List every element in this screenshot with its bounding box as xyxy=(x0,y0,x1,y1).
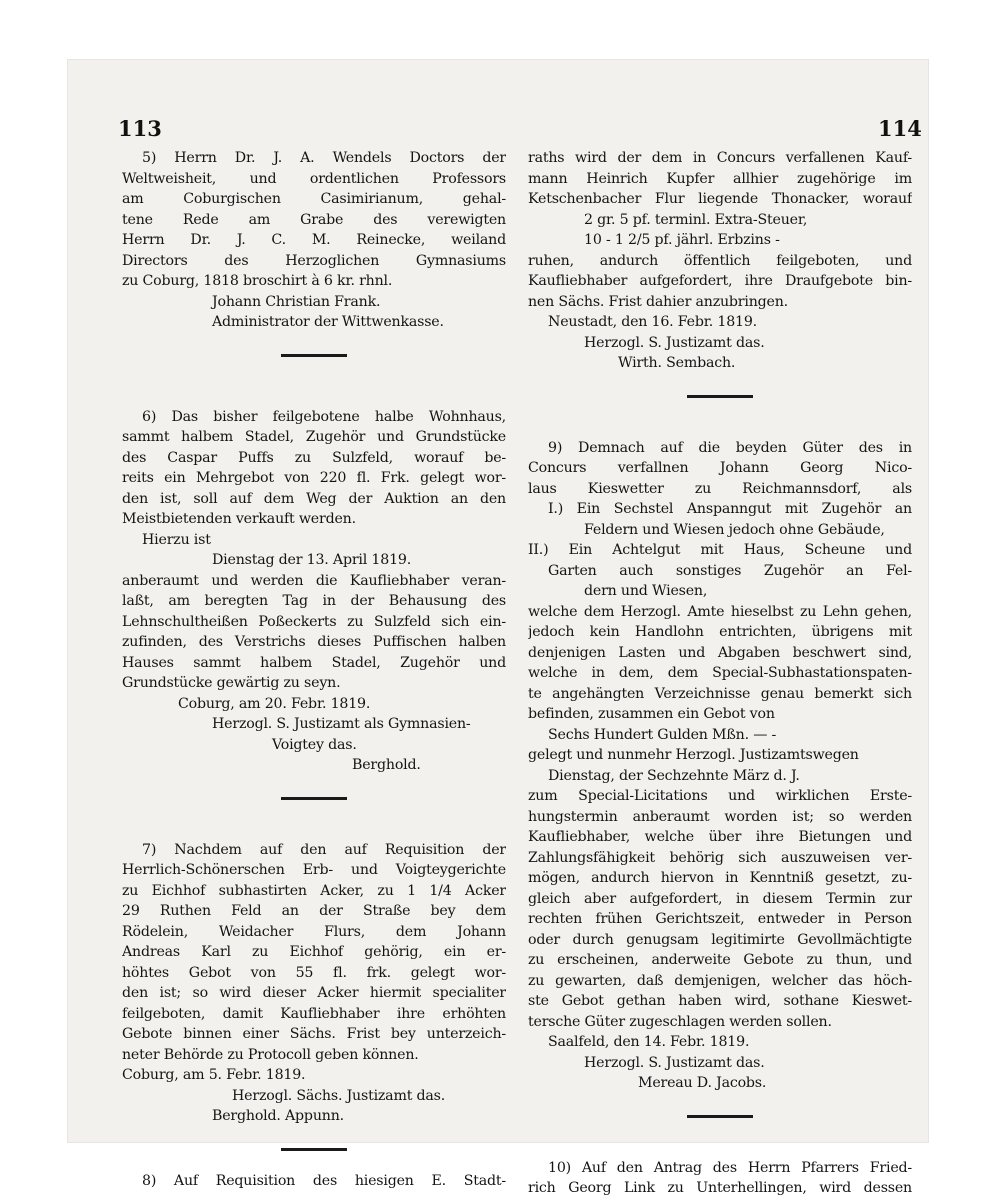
text-line: Herrlich-Schönerschen Erb- und Voigteygerichte xyxy=(122,862,506,878)
signature-line: Herzogl. S. Justizamt als Gymnasien- xyxy=(212,716,471,732)
text-line: zu Coburg, 1818 broschirt à 6 kr. rhnl. xyxy=(122,273,393,289)
text-line: laus Kieswetter zu Reichmannsdorf, als xyxy=(528,480,912,497)
signature-line: Neustadt, den 16. Febr. 1819. xyxy=(548,314,757,330)
text-line: den ist, soll auf dem Weg der Auktion an den xyxy=(122,490,506,507)
signature-line: Mereau D. Jacobs. xyxy=(638,1075,767,1091)
text-line: nen Sächs. Frist dahier anzubringen. xyxy=(528,293,788,310)
text-line: mögen, andurch hiervon in Kenntniß gesetzt, zu- xyxy=(528,870,912,886)
text-line: neter Behörde zu Protocoll geben können. xyxy=(122,1046,419,1063)
signature-line: Herzogl. S. Justizamt das. xyxy=(584,1054,765,1071)
text-line: des Caspar Puffs zu Sulzfeld, worauf be- xyxy=(122,449,506,466)
notice-continued xyxy=(528,148,912,374)
text-line: Hauses sammt halbem Stadel, Zugehör und xyxy=(122,654,506,671)
section-divider xyxy=(528,1094,912,1138)
text-line: 29 Ruthen Feld an der Straße bey dem xyxy=(122,903,506,919)
text-line: 10) Auf den Antrag des Herrn Pfarrers Fried- xyxy=(548,1159,912,1176)
text-line: 9) Demnach auf die beyden Güter des in xyxy=(548,439,912,456)
text-line: reits ein Mehrgebot von 220 fl. Frk. gelegt wor- xyxy=(122,470,506,486)
notice-8 xyxy=(122,1171,506,1192)
text-line: höhtes Gebot von 55 fl. frk. gelegt wor- xyxy=(122,964,506,981)
text-line: te angehängten Verzeichnisse genau bemerkt sich xyxy=(528,685,912,702)
date-line: Dienstag der 13. April 1819. xyxy=(212,552,412,568)
section-divider xyxy=(122,1127,506,1171)
text-line: Hierzu ist xyxy=(142,531,211,548)
text-line: Concurs verfallnen Johann Georg Nico- xyxy=(528,460,912,476)
text-line: Zahlungsfähigkeit behörig sich auszuweisen ver- xyxy=(528,849,912,866)
signature-line: Saalfeld, den 14. Febr. 1819. xyxy=(548,1034,750,1050)
text-line: tene Rede am Grabe des verewigten xyxy=(122,211,506,228)
text-line: 6) Das bisher feilgebotene halbe Wohnhaus, xyxy=(142,408,506,425)
right-column xyxy=(528,148,912,1199)
signature-line: Johann Christian Frank. xyxy=(212,293,381,310)
text-line: rechten frühen Gerichtszeit, entweder in Person xyxy=(528,911,912,927)
notice-6 xyxy=(122,407,506,776)
tax-line: 2 gr. 5 pf. terminl. Extra-Steuer, xyxy=(584,211,808,228)
text-line: welche dem Herzogl. Amte hieselbst zu Lehn gehen, xyxy=(528,603,912,620)
signature-line: Coburg, am 5. Febr. 1819. xyxy=(122,1067,306,1083)
notice-7 xyxy=(122,840,506,1127)
text-line: rich Georg Link zu Unterhellingen, wird dessen xyxy=(528,1180,912,1196)
text-line: laßt, am beregten Tag in der Behausung des xyxy=(122,593,506,609)
text-line: gelegt und nunmehr Herzogl. Justizamtswegen xyxy=(528,747,859,763)
section-divider xyxy=(122,776,506,820)
text-line: 7) Nachdem auf den auf Requisition der xyxy=(142,841,506,858)
notice-9 xyxy=(528,438,912,1094)
signature-line: Wirth. Sembach. xyxy=(618,355,736,371)
text-line: Ketschenbacher Flur liegende Thonacker, worauf xyxy=(528,191,912,207)
signature-line: Berghold. xyxy=(352,757,421,773)
signature-line: Voigtey das. xyxy=(272,736,357,753)
text-line: II.) Ein Achtelgut mit Haus, Scheune und xyxy=(528,542,912,558)
text-line: 8) Auf Requisition des hiesigen E. Stadt- xyxy=(142,1172,506,1189)
text-line: ste Gebot gethan haben wird, sothane Kieswet- xyxy=(528,993,912,1009)
section-divider xyxy=(122,333,506,377)
text-line: mann Heinrich Kupfer allhier zugehörige im xyxy=(528,170,912,187)
date-line: Dienstag, der Sechzehnte März d. J. xyxy=(548,767,800,784)
page-number-right: 114 xyxy=(878,116,922,141)
text-line: dern und Wiesen, xyxy=(584,583,708,599)
signature-line: Herzogl. Sächs. Justizamt das. xyxy=(232,1087,446,1104)
text-line: Meistbietenden verkauft werden. xyxy=(122,511,356,527)
signature-line: Coburg, am 20. Febr. 1819. xyxy=(178,695,371,712)
text-line: hungstermin anberaumt worden ist; so werden xyxy=(528,808,912,825)
text-line: zum Special-Licitations und wirklichen Erste- xyxy=(528,788,912,804)
text-line: Andreas Karl zu Eichhof gehörig, ein er- xyxy=(122,944,506,960)
notice-10 xyxy=(528,1158,912,1199)
text-line: Grundstücke gewärtig zu seyn. xyxy=(122,675,341,691)
text-line: Sechs Hundert Gulden Mßn. — - xyxy=(548,726,777,743)
tax-line: 10 - 1 2/5 pf. jährl. Erbzins - xyxy=(584,232,780,248)
text-line: anberaumt und werden die Kaufliebhaber veran- xyxy=(122,572,506,589)
text-line: Gebote binnen einer Sächs. Frist bey unterzeich- xyxy=(122,1026,506,1042)
text-line: Kaufliebhaber, welche über ihre Bietungen und xyxy=(528,829,912,845)
text-line: Garten auch sonstiges Zugehör an Fel- xyxy=(548,562,912,579)
text-line: zu erscheinen, anderweite Gebote zu thun, und xyxy=(528,952,912,968)
text-line: jedoch kein Handlohn entrichten, übrigens mit xyxy=(528,624,912,640)
text-line: Feldern und Wiesen jedoch ohne Gebäude, xyxy=(584,521,885,538)
text-line: befinden, zusammen ein Gebot von xyxy=(528,706,775,722)
text-line: raths wird der dem in Concurs verfallenen Kauf- xyxy=(528,150,912,166)
section-divider xyxy=(528,374,912,418)
signature-line: Berghold. Appunn. xyxy=(212,1108,344,1124)
notice-5 xyxy=(122,148,506,333)
signature-line: Herzogl. S. Justizamt das. xyxy=(584,334,765,351)
text-line: feilgeboten, damit Kaufliebhaber ihre erhöhten xyxy=(122,1005,506,1022)
text-line: zufinden, des Verstrichs dieses Puffischen halben xyxy=(122,634,506,650)
text-line: zu gewarten, daß demjenigen, welcher das höch- xyxy=(528,972,912,989)
text-line: sammt halbem Stadel, Zugehör und Grundstücke xyxy=(122,429,506,445)
text-line: Kaufliebhaber aufgefordert, ihre Draufgebote bin- xyxy=(528,273,912,289)
text-line: Herrn Dr. J. C. M. Reinecke, weiland xyxy=(122,232,506,248)
text-line: am Coburgischen Casimirianum, gehal- xyxy=(122,191,506,207)
text-line: Rödelein, Weidacher Flurs, dem Johann xyxy=(122,923,506,940)
text-line: Weltweisheit, und ordentlichen Professors xyxy=(122,170,506,187)
text-line: Directors des Herzoglichen Gymnasiums xyxy=(122,252,506,269)
text-line: zu Eichhof subhastirten Acker, zu 1 1/4 Acker xyxy=(122,882,506,899)
text-line: ruhen, andurch öffentlich feilgeboten, und xyxy=(528,252,912,269)
signature-line: Administrator der Wittwenkasse. xyxy=(212,314,444,330)
text-line: 5) Herrn Dr. J. A. Wendels Doctors der xyxy=(142,150,506,166)
text-line: I.) Ein Sechstel Anspanngut mit Zugehör an xyxy=(548,501,912,517)
left-column xyxy=(122,148,506,1191)
text-line: oder durch genugsam legitimirte Gevollmächtigte xyxy=(528,931,912,948)
text-line: den ist; so wird dieser Acker hiermit specialiter xyxy=(122,985,506,1001)
text-line: tersche Güter zugeschlagen werden sollen. xyxy=(528,1013,832,1030)
text-line: Lehnschultheißen Poßeckerts zu Sulzfeld sich ein- xyxy=(122,613,506,630)
page-number-left: 113 xyxy=(118,116,162,141)
text-line: welche in dem, dem Special-Subhastationspaten- xyxy=(528,665,912,681)
text-line: denjenigen Lasten und Abgaben beschwert sind, xyxy=(528,644,912,661)
text-line: gleich aber aufgefordert, in diesem Termin zur xyxy=(528,890,912,907)
